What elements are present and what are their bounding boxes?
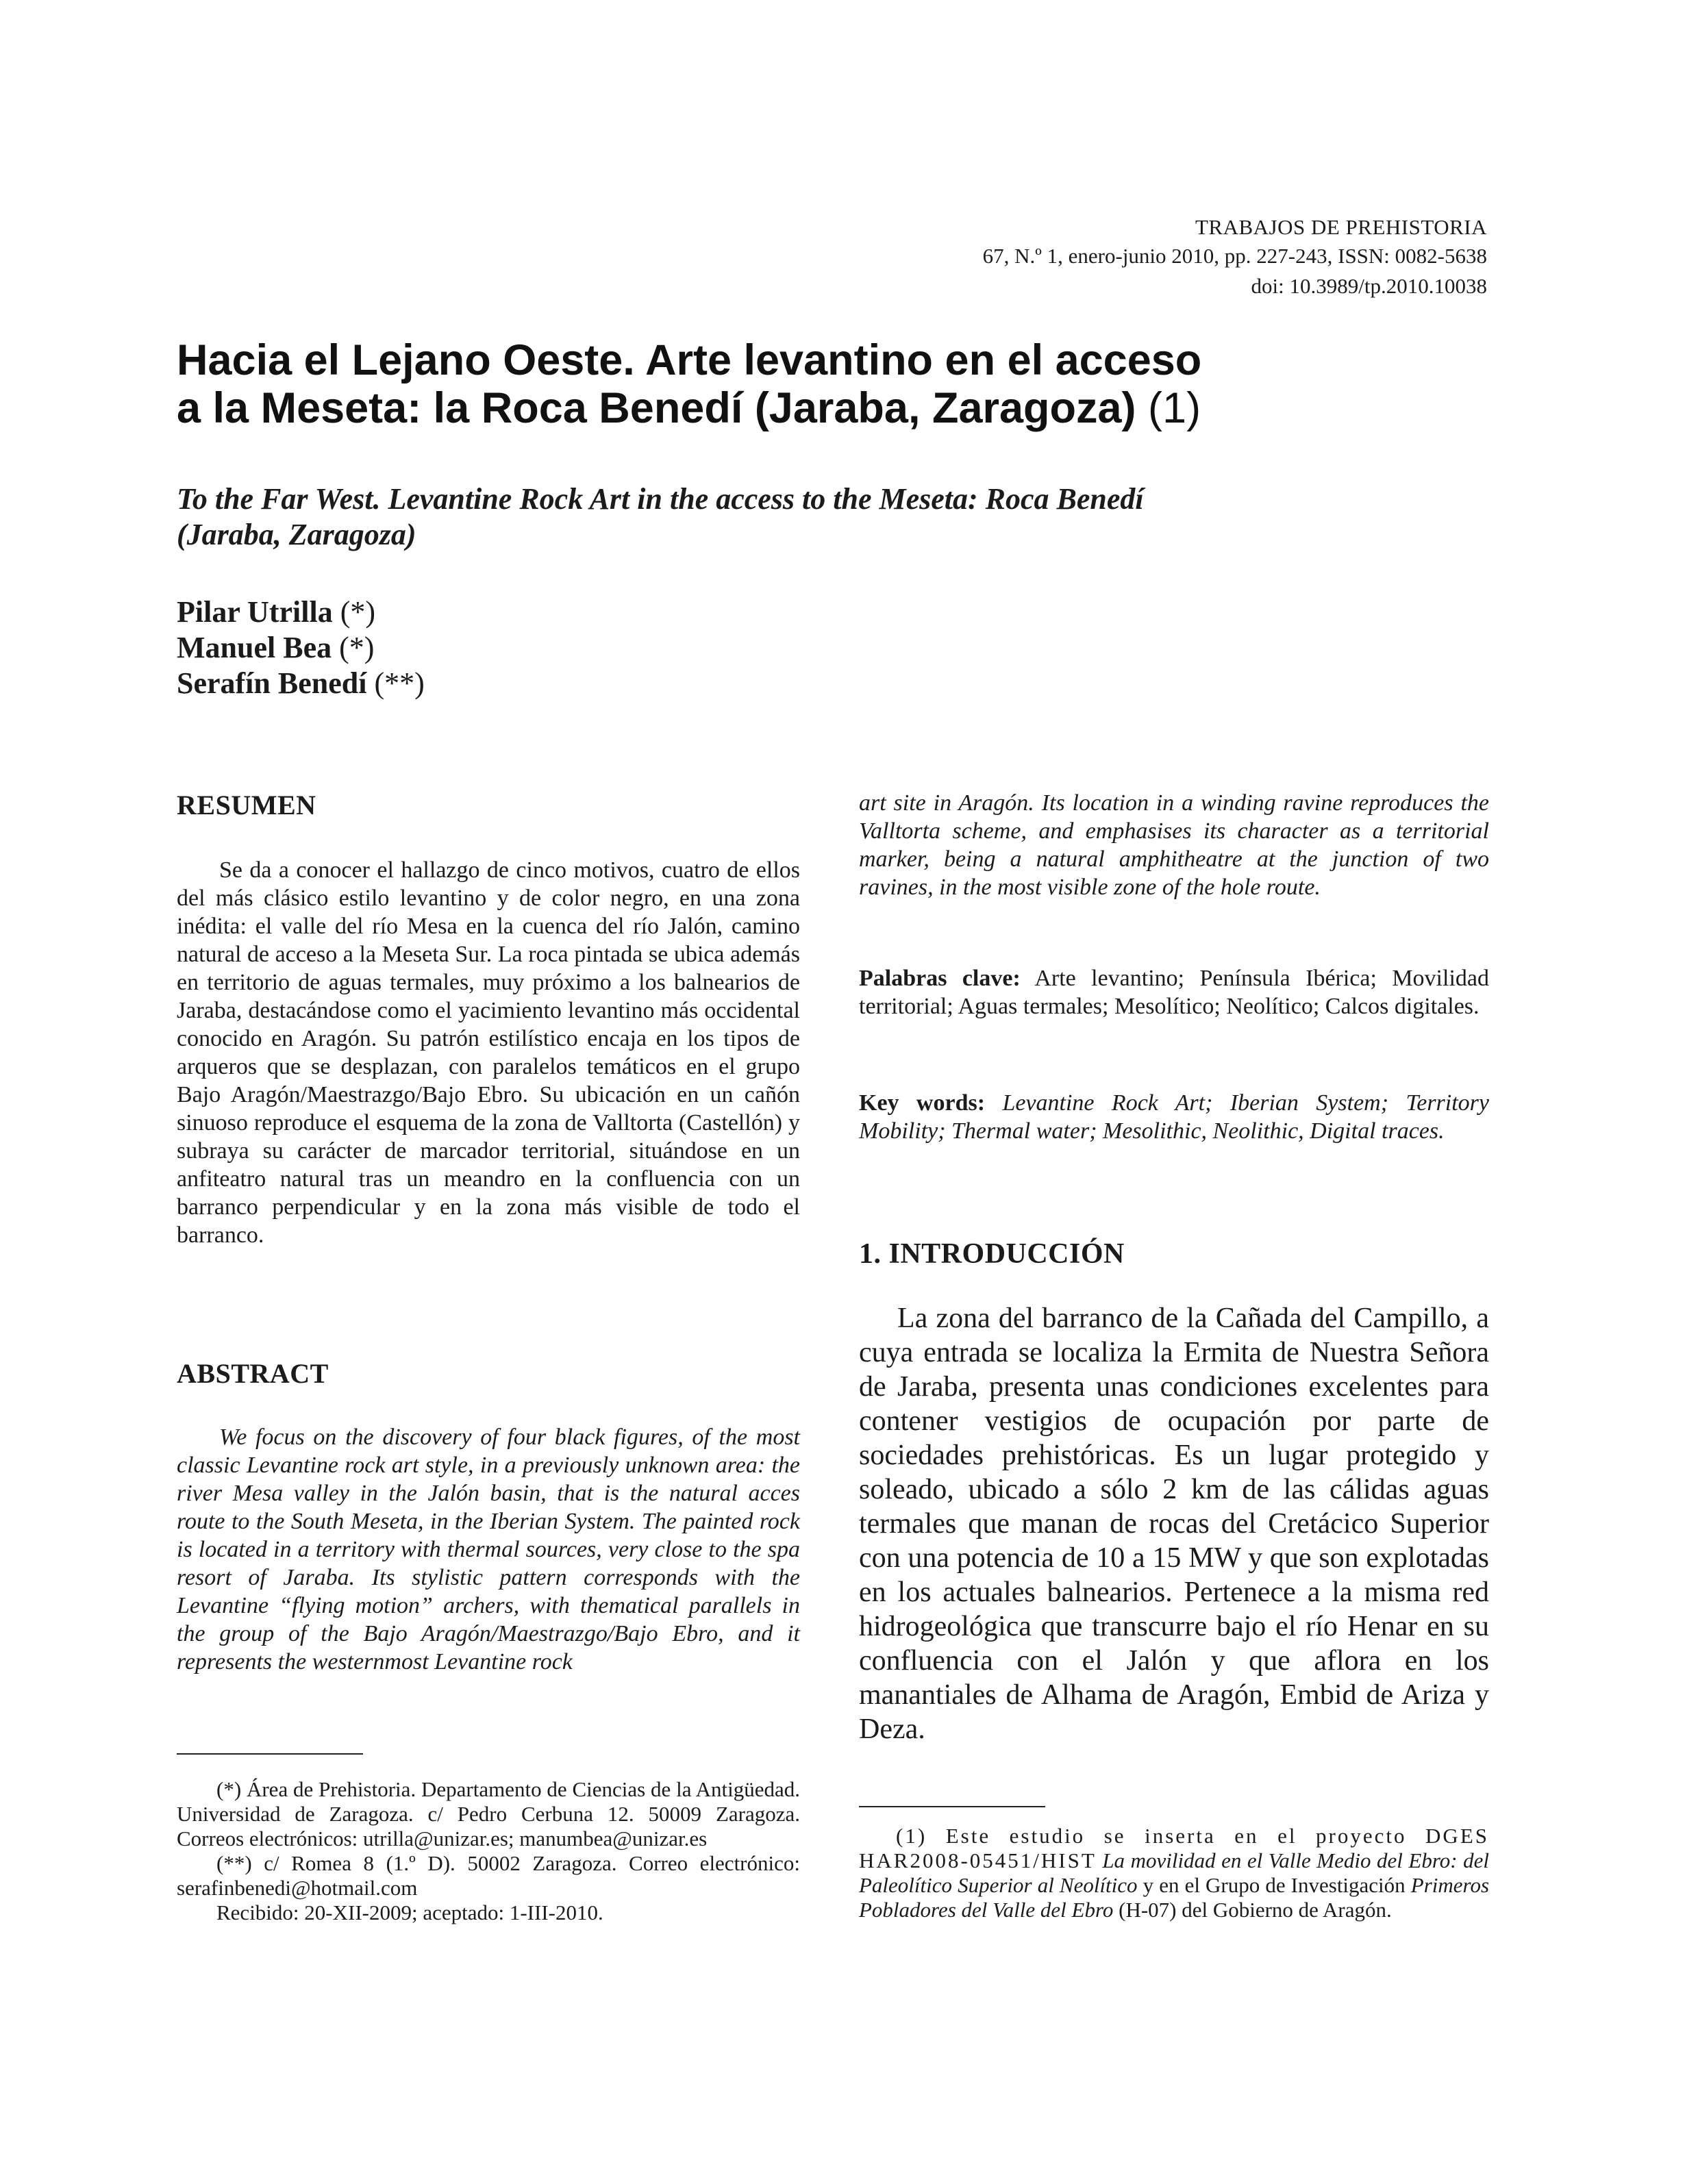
footnote-1-text: (H-07) del Gobierno de Aragón. [1119, 1898, 1392, 1922]
title-line-2 [177, 384, 1341, 432]
issue-line: 67, N.º 1, enero-junio 2010, pp. 227-243, ISSN: 0082-5638 [982, 244, 1487, 268]
subtitle-line-2: (Jaraba, Zaragoza) [177, 518, 416, 551]
author-name: Pilar Utrilla [177, 595, 333, 629]
author-list [177, 594, 425, 701]
title-note-ref: (1) [1148, 384, 1201, 432]
key-words-text: Levantine Rock Art; Iberian System; Territory Mobility; Thermal water; Mesolithic, Neolithic, Digital traces. [859, 1090, 1490, 1144]
author-affiliation-mark: (*) [339, 631, 375, 664]
footnote-divider [859, 1806, 1045, 1807]
author-affiliation-mark: (**) [374, 666, 425, 700]
english-subtitle [177, 481, 1341, 553]
journal-name: TRABAJOS DE PREHISTORIA [1195, 215, 1487, 239]
footnote-1-text: y en el Grupo de Investigación [1143, 1873, 1406, 1897]
author-name: Manuel Bea [177, 631, 332, 664]
palabras-clave [859, 964, 1489, 1020]
footnote-1 [859, 1824, 1489, 1922]
author-affiliation-mark: (*) [340, 595, 376, 629]
footnote-1-group-title: Primeros Pobladores del Valle del Ebro [859, 1873, 1490, 1922]
received-dates: Recibido: 20-XII-2009; aceptado: 1-III-2010. [216, 1900, 603, 1924]
resumen-heading: RESUMEN [177, 790, 316, 820]
page-title [177, 336, 1341, 432]
author-name: Serafín Benedí [177, 666, 367, 700]
subtitle-line-1: To the Far West. Levantine Rock Art in the access to the Meseta: Roca Benedí [177, 482, 1144, 516]
title-line-1: Hacia el Lejano Oeste. Arte levantino en el acceso [177, 336, 1202, 384]
footnote-1-project-title: La movilidad en el Valle Medio del Ebro: del Paleolítico Superior al Neolítico [859, 1848, 1489, 1897]
footnote-affiliation-1: (*) Área de Prehistoria. Departamento de Ciencias de la Antigüedad. Universidad de Zaragoza. c/ Pedro Cerbuna 12. 50009 Zaragoza. Correos electrónicos: utrilla@unizar.es; manumbea@unizar.es [177, 1777, 800, 1850]
author [177, 594, 425, 630]
introduccion-text: La zona del barranco de la Cañada del Campillo, a cuya entrada se localiza la Ermita de Nuestra Señora de Jaraba, presenta unas condiciones excelentes para contener vestigios de ocupación por parte de sociedades prehistóricas. Es un lugar protegido y soleado, ubicado a sólo 2 km de las cálidas aguas termales que manan de rocas del Cretácico Superior con una potencia de 10 a 15 MW y que son explotadas en los actuales balnearios. Pertenece a la misma red hidrogeológica que transcurre bajo el río Henar en su confluencia con el Jalón y que aflora en los manantiales de Alhama de Aragón, Embid de Ariza y Deza. [859, 1303, 1489, 1745]
palabras-clave-text: Arte levantino; Península Ibérica; Movilidad territorial; Aguas termales; Mesolítico; Neolítico; Calcos digitales. [859, 966, 1489, 1019]
affiliation-footnotes [177, 1777, 800, 1925]
author [177, 666, 425, 701]
introduccion-heading: 1. INTRODUCCIÓN [859, 1238, 1125, 1270]
key-words-label: Key words: [859, 1090, 986, 1116]
resumen-text: Se da a conocer el hallazgo de cinco motivos, cuatro de ellos del más clásico estilo levantino y de color negro, en una zona inédita: el valle del río Mesa en la cuenca del río Jalón, camino natural de acceso a la Meseta Sur. La roca pintada se ubica además en territorio de aguas termales, muy próximo a los balnearios de Jaraba, destacándose como el yacimiento levantino más occidental conocido en Aragón. Su patrón estilístico encaja en los tipos de arqueros que se desplazan, con paralelos temáticos en el grupo Bajo Aragón/Maestrazgo/Bajo Ebro. Su ubicación en un cañón sinuoso reproduce el esquema de la zona de Valltorta (Castellón) y subraya su carácter de marcador territorial, situándose en un anfiteatro natural tras un meandro en la confluencia con un barranco perpendicular y en la zona más visible de todo el barranco. [177, 857, 800, 1248]
abstract-text: We focus on the discovery of four black figures, of the most classic Levantine rock art style, in a previously unknown area: the river Mesa valley in the Jalón basin, that is the natural acces route to the South Meseta, in the Iberian System. The painted rock is located in a territory with thermal sources, very close to the spa resort of Jaraba. Its stylistic pattern corresponds with the Levantine “flying motion” archers, with thematical parallels in the group of the Bajo Aragón/Maestrazgo/Bajo Ebro, and it represents the westernmost Levantine rock [177, 1424, 800, 1674]
title-line-2-text: a la Meseta: la Roca Benedí (Jaraba, Zaragoza) [177, 384, 1136, 432]
abstract-heading: ABSTRACT [177, 1358, 329, 1389]
footnote-1-text: (1) Este estudio se inserta en el proyecto DGES HAR2008-05451/HIST [859, 1824, 1489, 1872]
key-words [859, 1089, 1489, 1145]
palabras-clave-label: Palabras clave: [859, 966, 1021, 991]
doi-line: doi: 10.3989/tp.2010.10038 [1251, 274, 1487, 298]
footnote-affiliation-2: (**) c/ Romea 8 (1.º D). 50002 Zaragoza. Correo electrónico: serafinbenedi@hotmail.com [177, 1851, 800, 1900]
abstract-continuation: art site in Aragón. Its location in a winding ravine reproduces the Valltorta scheme, and emphasises its character as a territorial marker, being a natural amphitheatre at the junction of two ravines, in the most visible zone of the hole route. [859, 790, 1489, 900]
author [177, 630, 425, 666]
footnote-divider [177, 1753, 363, 1755]
project-footnote [859, 1824, 1489, 1922]
